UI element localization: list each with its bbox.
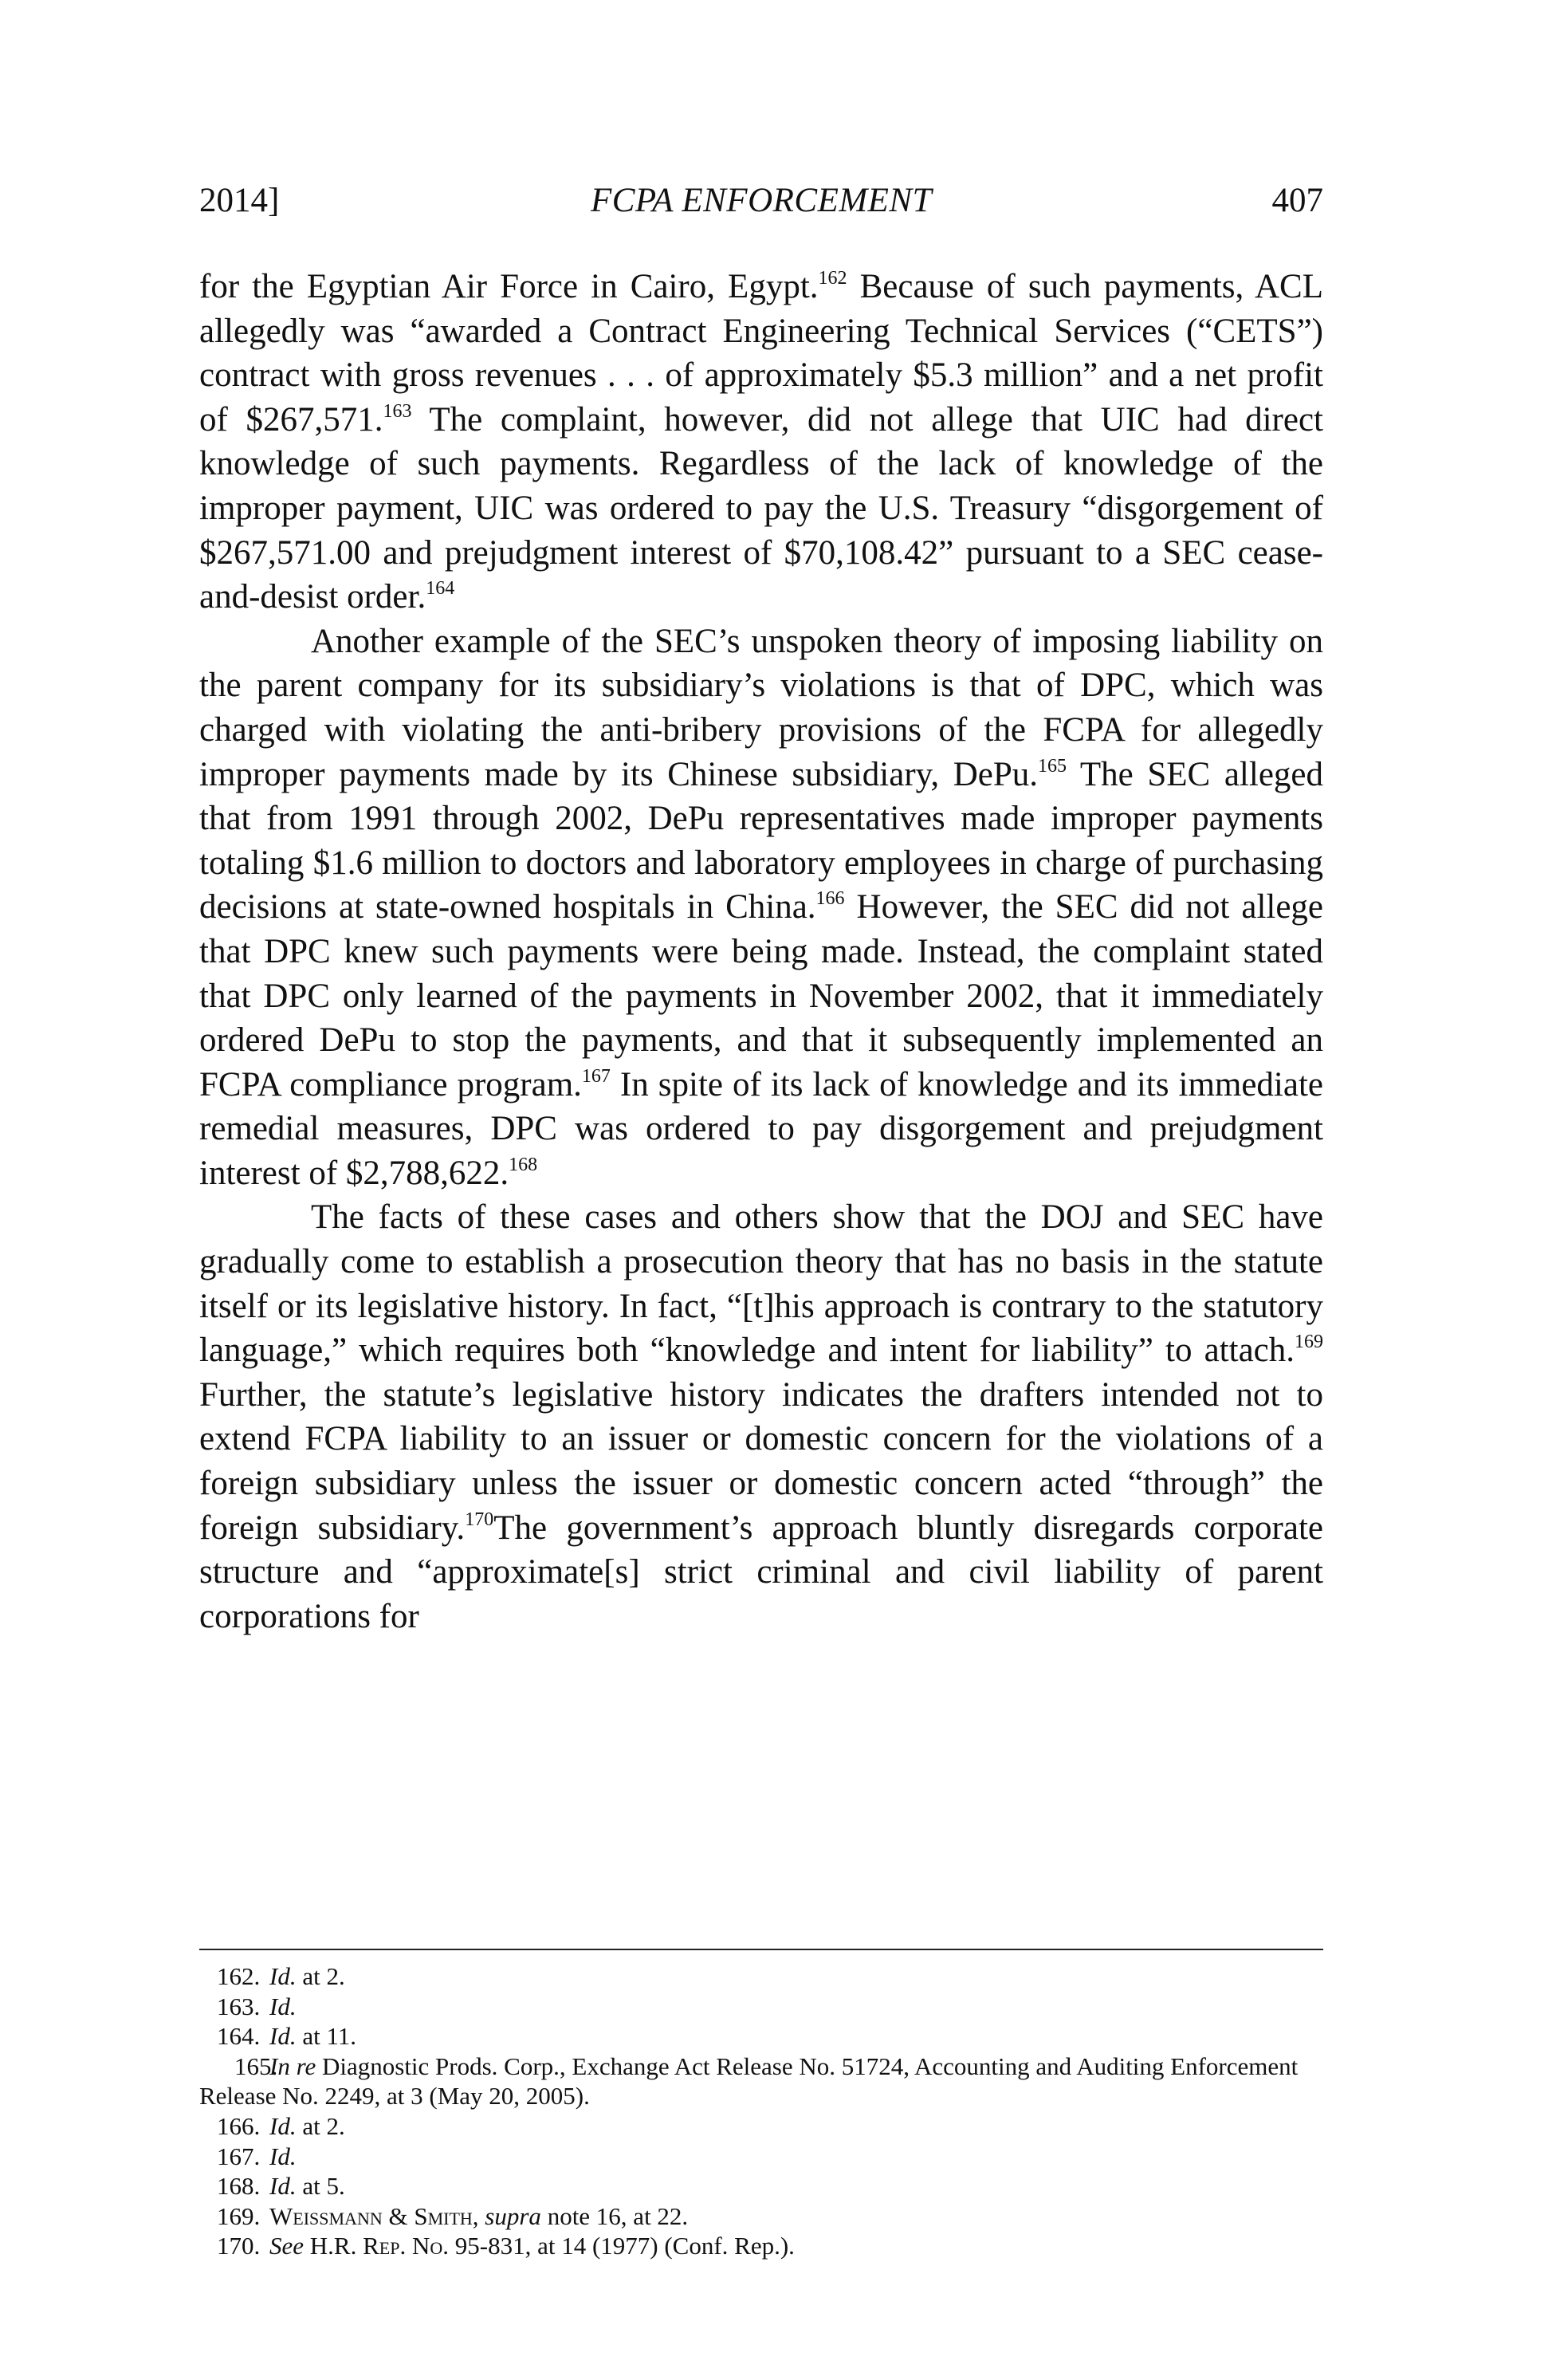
header-title: FCPA ENFORCEMENT — [590, 182, 933, 219]
page-number: 407 — [1271, 182, 1323, 219]
footnote-163: 163. Id. — [217, 1992, 297, 2020]
footnote-ref-167: 167 — [581, 1065, 611, 1087]
footnote-ref-168: 168 — [509, 1154, 538, 1175]
paragraph-3: The facts of these cases and others show that the DOJ and SEC have gradually come to establish a prosecution theory that has no basis in the statute itself or its legislative history. In fact, “[t]his approach is contrary to the statutory language,” which requires both “knowledge and intent for liability” to attach.$^{169}$ Further, the statute’s legislative history indicates the drafters intended not to extend FCPA liability to an issuer or domestic concern for the violations of a foreign subsidiary unless the issuer or domestic concern acted “through” the foreign subsidiary.$^{170}$The government’s approach bluntly disregards corporate structure and “approximate[s] strict criminal and civil liability of parent corporations for — [199, 1198, 1323, 1635]
footnote-ref-162: 162 — [818, 268, 847, 289]
body-text — [199, 265, 1323, 1638]
footnote-divider — [199, 1949, 1323, 1950]
footnote-165: 165.In re Diagnostic Prods. Corp., Exchange Act Release No. 51724, Accounting and Auditing Enforcement Release No. 2249, at 3 (May 20, 2005). — [199, 2052, 1299, 2111]
footnote-166: 166. Id. at 2. — [217, 2111, 345, 2140]
footnotes — [199, 1961, 1323, 2261]
footnote-ref-164: 164 — [426, 578, 455, 600]
footnote-168: 168. Id. at 5. — [217, 2172, 345, 2201]
footnote-ref-166: 166 — [815, 888, 845, 910]
footnote-167: 167. Id. — [217, 2142, 297, 2170]
footnote-ref-170: 170 — [465, 1509, 494, 1530]
footnote-169: 169. Weissmann & Smith, supra note 16, at 22. — [217, 2201, 689, 2230]
paragraph-1: for the Egyptian Air Force in Cairo, Egypt.$^{162}$ Because of such payments, ACL allegedly was “awarded a Contract Engineering Technical Services (“CETS”) contract with gross revenues . . . of approximately $5.3 million” and a net profit of $267,571.$^{163}$ The complaint, however, did not allege that UIC had direct knowledge of such payments. Regardless of the lack of knowledge of the improper payment, UIC was ordered to pay the U.S. Treasury “disgorgement of $267,571.00 and prejudgment interest of $70,108.42” pursuant to a SEC cease-and-desist order.$^{164}$ — [199, 268, 1323, 616]
footnote-170: 170. See H.R. Rep. No. 95-831, at 14 (1977) (Conf. Rep.). — [217, 2232, 795, 2260]
header-volume-year: 2014] — [199, 182, 280, 219]
running-header — [199, 177, 1323, 225]
footnote-ref-169: 169 — [1295, 1332, 1323, 1353]
footnote-ref-165: 165 — [1038, 755, 1067, 777]
footnote-ref-163: 163 — [383, 400, 412, 422]
paragraph-2: Another example of the SEC’s unspoken theory of imposing liability on the parent company for its subsidiary’s violations is that of DPC, which was charged with violating the anti-bribery provisions of the FCPA for allegedly improper payments made by its Chinese subsidiary, DePu.$^{165}$ The SEC alleged that from 1991 through 2002, DePu representatives made improper payments totaling $1.6 million to doctors and laboratory employees in charge of purchasing decisions at state-owned hospitals in China.$^{166}$ However, the SEC did not allege that DPC knew such payments were being made. Instead, the complaint stated that DPC only learned of the payments in November 2002, that it immediately ordered DePu to stop the payments, and that it subsequently implemented an FCPA compliance program.$^{167}$ In spite of its lack of knowledge and its immediate remedial measures, DPC was ordered to pay disgorgement and prejudgment interest of $2,788,622.$^{168}$ — [199, 622, 1324, 1192]
footnote-164: 164. Id. at 11. — [217, 2022, 357, 2051]
footnote-162: 162. Id. at 2. — [217, 1962, 345, 1990]
